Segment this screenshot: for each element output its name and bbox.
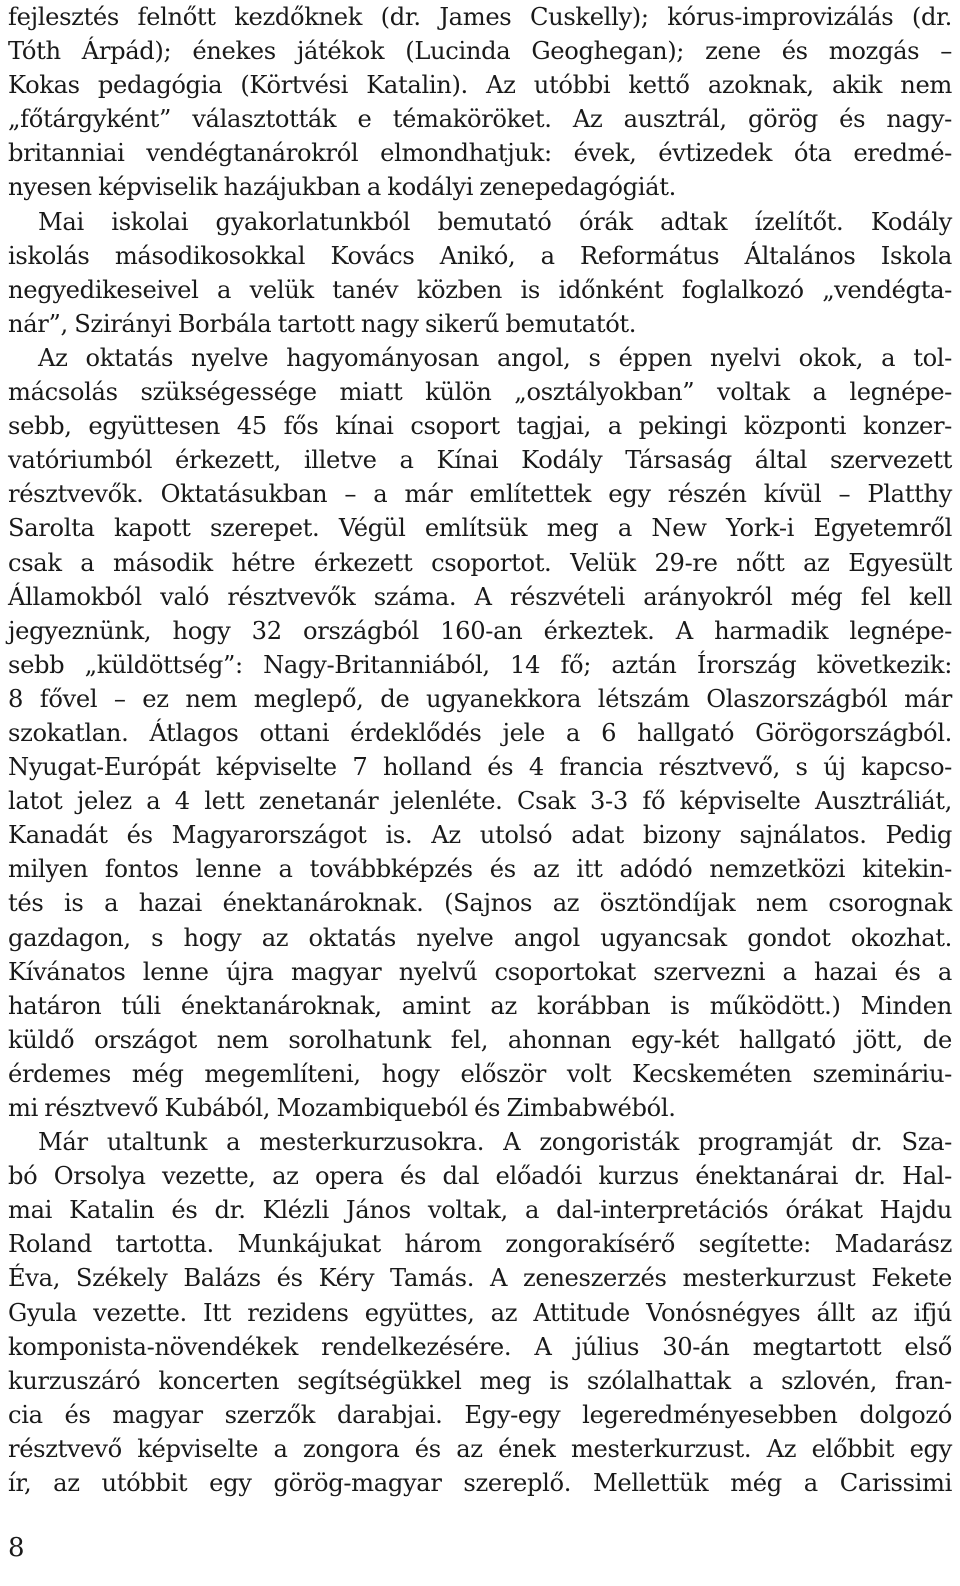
text-line: negyedikeseivel a velük tanév közben is időnként foglalkozó „vendégta- <box>8 275 952 304</box>
page-number: 8 <box>8 1533 25 1563</box>
text-line: Sarolta kapott szerepet. Végül említsük meg a New York-i Egyetemről <box>8 514 952 543</box>
text-line: fejlesztés felnőtt kezdőknek (dr. James Cuskelly); kórus-improvizálás (dr. <box>8 3 952 31</box>
text-line: bó Orsolya vezette, az opera és dal előadói kurzus énektanárai dr. Hal- <box>8 1162 952 1191</box>
text-line: 8 fővel – ez nem meglepő, de ugyanekkora létszám Olaszországból már <box>8 684 952 713</box>
text-line: küldő országot nem sorolhatunk fel, ahonnan egy-két hallgató jött, de <box>8 1025 952 1054</box>
text-line: britanniai vendégtanárokról elmondhatjuk: évek, évtizedek óta eredmé- <box>8 139 952 168</box>
text-line: résztvevők. Oktatásukban – a már említettek egy részén kívül – Platthy <box>8 480 952 509</box>
text-line: Kokas pedagógia (Körtvési Katalin). Az utóbbi kettő azoknak, akik nem <box>8 71 952 100</box>
text-line: Roland tartotta. Munkájukat három zongorakísérő segítette: Madarász <box>8 1230 952 1259</box>
text-line: komponista-növendékek rendelkezésére. A július 30-án megtartott első <box>8 1332 952 1361</box>
text-line: sebb, együttesen 45 fős kínai csoport tagjai, a pekingi központi konzer- <box>8 412 952 441</box>
text-line: nyesen képviselik hazájukban a kodályi zenepedagógiát. <box>8 173 676 202</box>
text-line: résztvevő képviselte a zongora és az ének mesterkurzust. Az előbbit egy <box>8 1434 952 1463</box>
page-body <box>8 0 952 1500</box>
text-line: tés is a hazai énektanároknak. (Sajnos az ösztöndíjak nem csorognak <box>8 889 952 918</box>
text-line: mai Katalin és dr. Klézli János voltak, a dal-interpretációs órákat Hajdu <box>8 1196 952 1225</box>
text-line: ír, az utóbbit egy görög-magyar szereplő. Mellettük még a Carissimi <box>8 1469 952 1498</box>
text-line: Mai iskolai gyakorlatunkból bemutató órák adtak ízelítőt. Kodály <box>38 207 952 236</box>
text-line: Nyugat-Európát képviselte 7 holland és 4 francia résztvevő, s új kapcso- <box>8 753 952 782</box>
text-line: milyen fontos lenne a továbbképzés és az itt adódó nemzetközi kitekin- <box>8 855 952 884</box>
text-line: Éva, Székely Balázs és Kéry Tamás. A zeneszerzés mesterkurzust Fekete <box>8 1264 952 1293</box>
text-line: vatóriumból érkezett, illetve a Kínai Kodály Társaság által szervezett <box>8 446 952 475</box>
text-line: jegyeznünk, hogy 32 országból 160-an érkeztek. A harmadik legnépe- <box>8 616 952 645</box>
text-line: mi résztvevő Kubából, Mozambiqueból és Zimbabwéból. <box>8 1094 676 1122</box>
text-line: mácsolás szükségessége miatt külön „osztályokban” voltak a legnépe- <box>8 378 952 407</box>
text-line: érdemes még megemlíteni, hogy először volt Kecskeméten szemináriu- <box>8 1059 952 1088</box>
text-line: Államokból való résztvevők száma. A részvételi arányokról még fel kell <box>8 582 952 611</box>
text-line: Kanadát és Magyarországot is. Az utolsó adat bizony sajnálatos. Pedig <box>8 821 952 850</box>
text-line: cia és magyar szerzők darabjai. Egy-egy legeredményesebben dolgozó <box>8 1400 952 1429</box>
text-line: gazdagon, s hogy az oktatás nyelve angol ugyancsak gondot okozhat. <box>8 923 952 952</box>
text-line: Tóth Árpád); énekes játékok (Lucinda Geoghegan); zene és mozgás – <box>8 37 952 66</box>
text-line: Már utaltunk a mesterkurzusokra. A zongoristák programját dr. Sza- <box>38 1128 952 1157</box>
text-line: Kívánatos lenne újra magyar nyelvű csoportokat szervezni a hazai és a <box>8 957 952 986</box>
text-line: latot jelez a 4 lett zenetanár jelenléte. Csak 3-3 fő képviselte Ausztráliát, <box>8 787 952 816</box>
text-line: csak a második hétre érkezett csoportot. Velük 29-re nőtt az Egyesült <box>8 548 952 577</box>
text-line: határon túli énektanároknak, amint az korábban is működött.) Minden <box>8 991 952 1020</box>
text-line: sebb „küldöttség”: Nagy-Britanniából, 14 fő; aztán Írország következik: <box>8 650 952 679</box>
text-line: Az oktatás nyelve hagyományosan angol, s éppen nyelvi okok, a tol- <box>38 343 952 372</box>
text-line: kurzuszáró koncerten segítségükkel meg is szólalhattak a szlovén, fran- <box>8 1366 952 1395</box>
text-line: Gyula vezette. Itt rezidens együttes, az Attitude Vonósnégyes állt az ifjú <box>8 1298 952 1327</box>
text-line: szokatlan. Átlagos ottani érdeklődés jele a 6 hallgató Görögországból. <box>8 718 952 747</box>
text-line: „főtárgyként” választották e témaköröket. Az ausztrál, görög és nagy- <box>8 105 952 134</box>
text-line: iskolás másodikosokkal Kovács Anikó, a Református Általános Iskola <box>8 241 952 270</box>
text-line: nár”, Szirányi Borbála tartott nagy sikerű bemutatót. <box>8 309 637 338</box>
